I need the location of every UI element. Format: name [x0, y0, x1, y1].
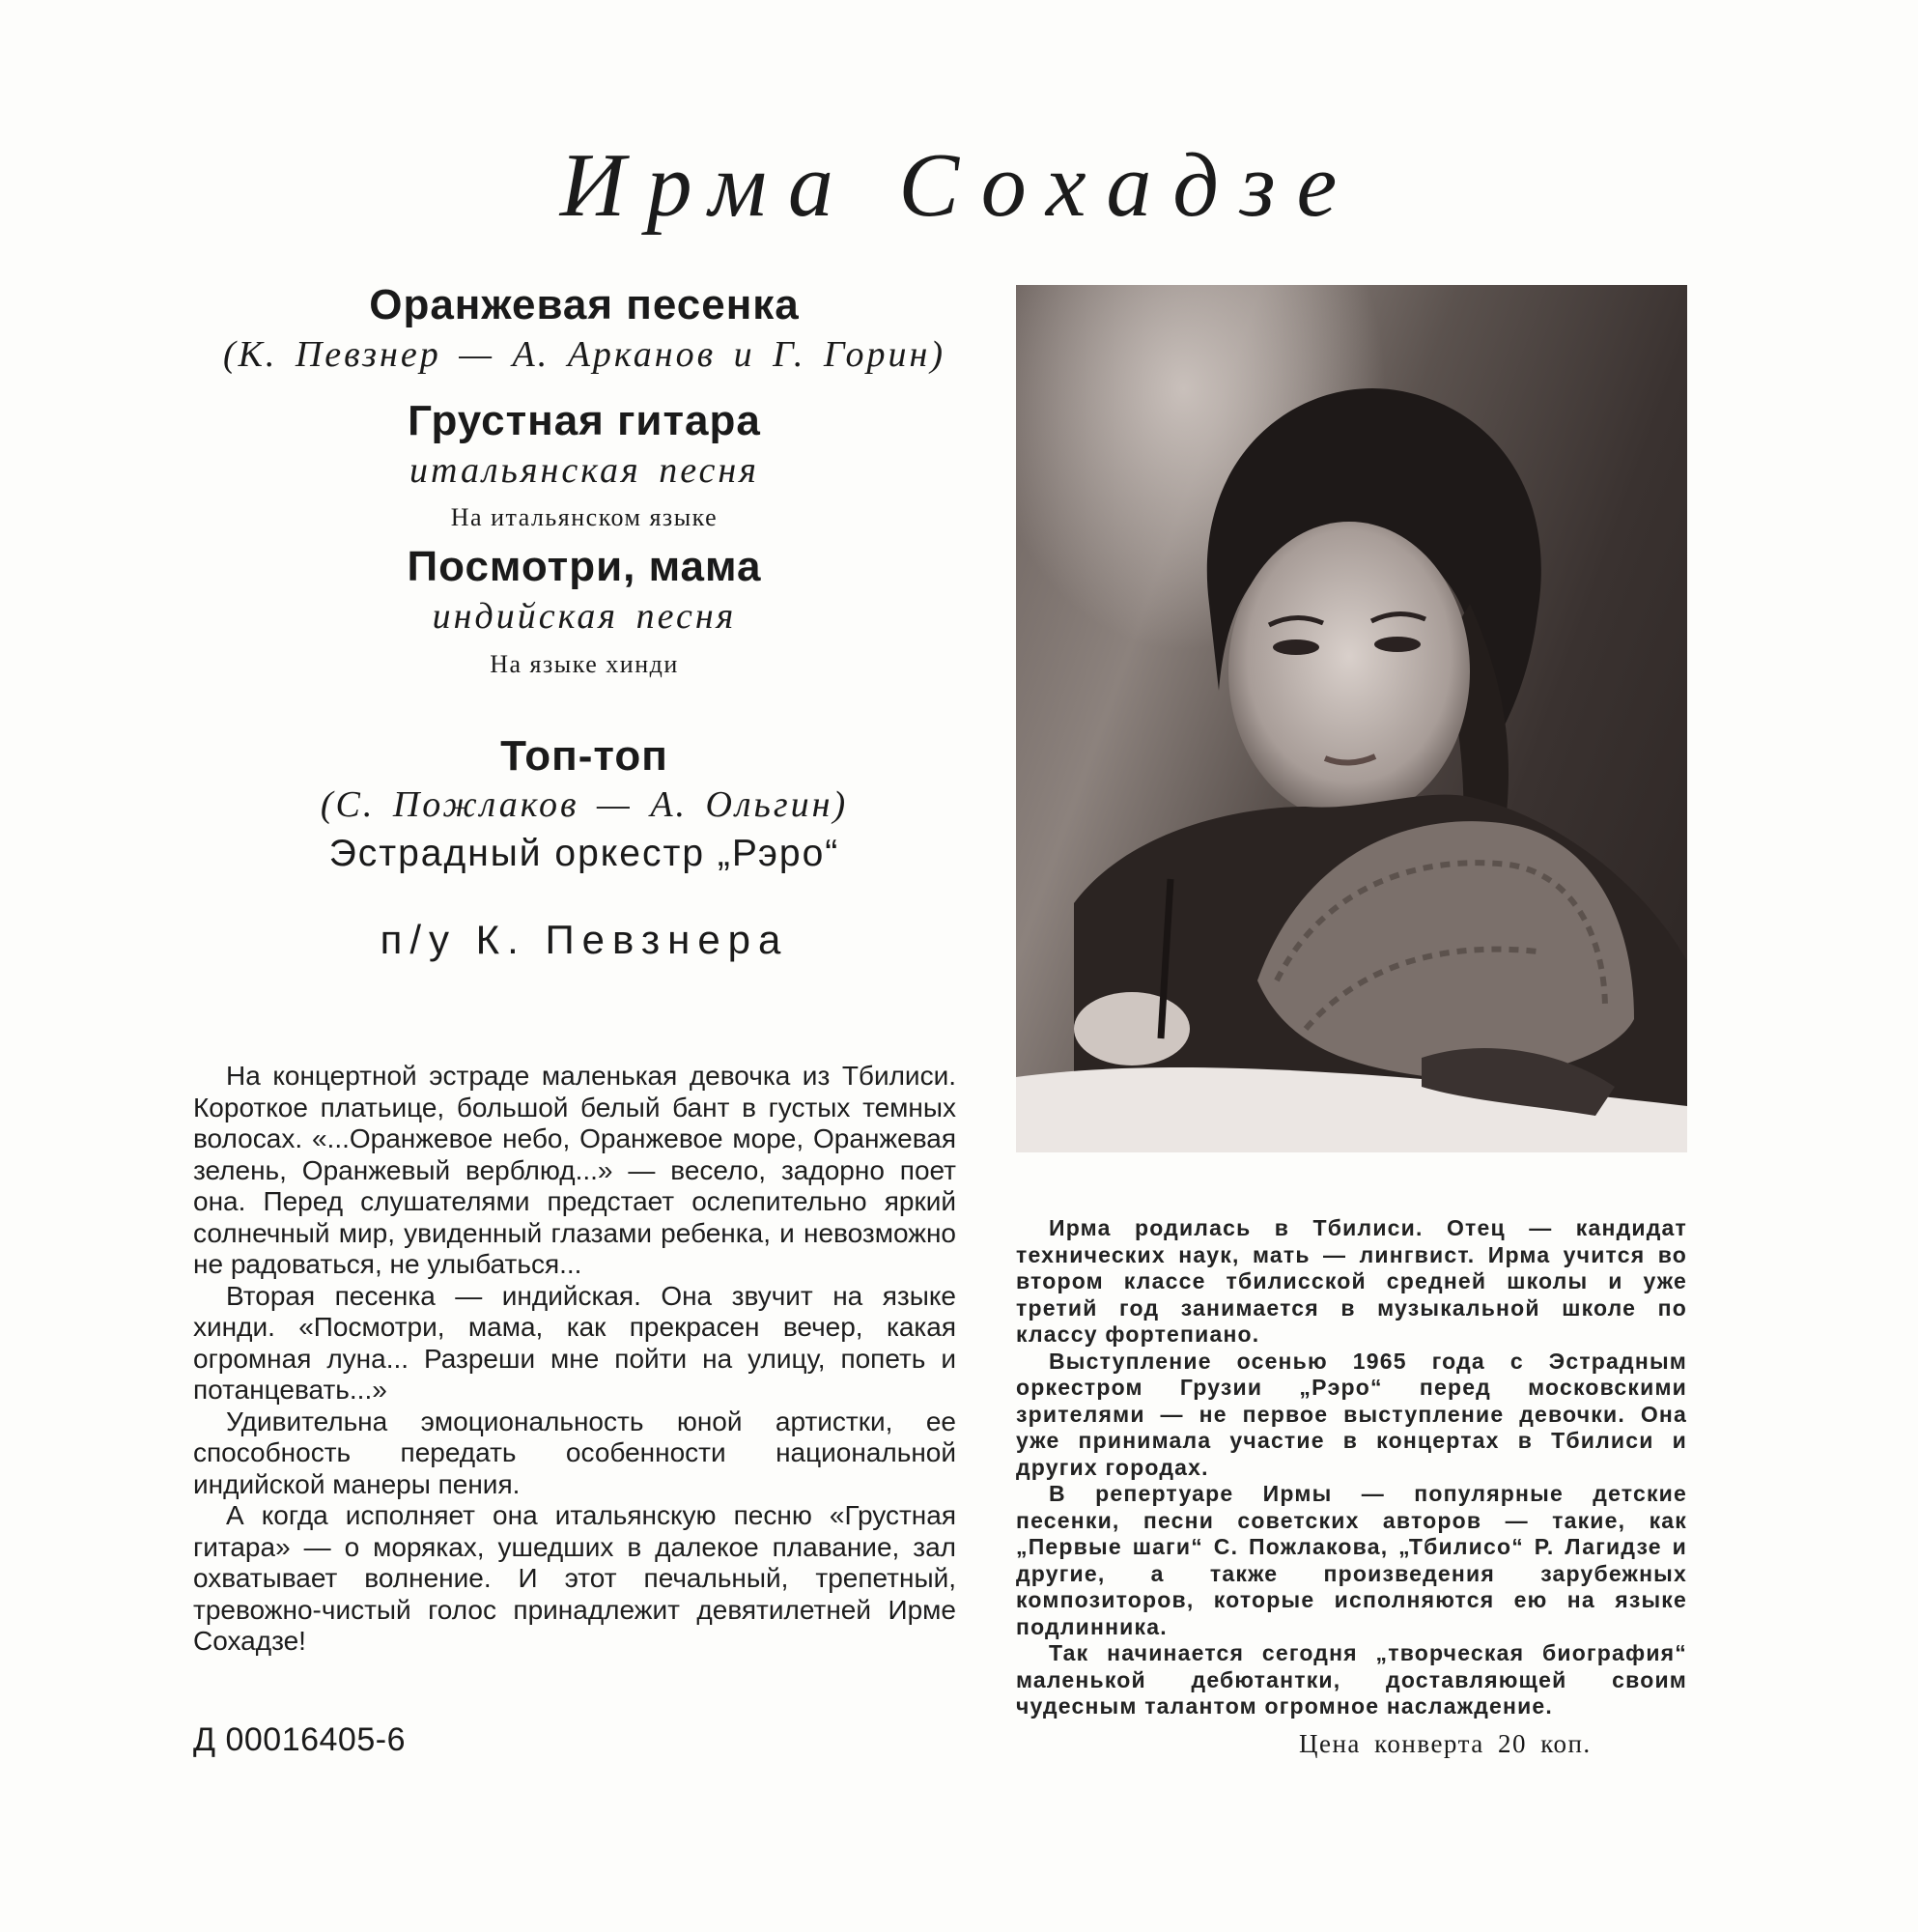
conductor-name: п/у К. Певзнера	[380, 917, 789, 963]
song-title: Посмотри, мама	[407, 543, 762, 591]
paragraph: Удивительна эмоциональность юной артистки, ее способность передать особенности национальной индийской манеры пения.	[193, 1406, 956, 1499]
song-3	[183, 542, 985, 682]
artist-title: Ирма Сохадзе	[559, 135, 1359, 236]
liner-notes-left	[193, 1061, 956, 1658]
paragraph: Вторая песенка — индийская. Она звучит на языке хинди. «Посмотри, мама, как прекрасен вечер, какая огромная луна... Разреши мне пойти на улицу, попеть и потанцевать...»	[193, 1280, 956, 1405]
orchestra-name: Эстрадный оркестр „Рэро“	[328, 832, 840, 874]
girl-writing-photo	[1016, 285, 1687, 1152]
song-language: На итальянском языке	[450, 503, 719, 532]
song-credit: итальянская песня	[409, 449, 759, 491]
song-credit: (К. Певзнер — А. Арканов и Г. Горин)	[222, 333, 946, 375]
song-1	[183, 280, 985, 379]
paragraph: На концертной эстраде маленькая девочка из Тбилиси. Короткое платьице, большой белый бант в густых темных волосах. «...Оранжевое небо, Оранжевое море, Оранжевая зелень, Оранжевый верблюд...» — весело, задорно поет она. Перед слушателями предстает ослепительно яркий солнечный мир, увиденный глазами ребенка, и невозможно не радоваться, не улыбаться...	[193, 1061, 956, 1279]
liner-notes-right	[1016, 1215, 1687, 1720]
paragraph: В репертуаре Ирмы — популярные детские песенки, песни советских авторов — такие, как „Первые шаги“ С. Пожлакова, „Тбилисо“ Р. Лагидзе и другие, а также произведения зарубежных композиторов, которые исполняются ею на языке подлинника.	[1016, 1481, 1687, 1639]
price-label: Цена конверта 20 коп.	[1299, 1729, 1592, 1758]
catalog-number: Д 00016405-6	[193, 1721, 406, 1758]
song-credit: (С. Пожлаков — А. Ольгин)	[320, 784, 849, 826]
song-language: На языке хинди	[490, 649, 679, 678]
paragraph: Выступление осенью 1965 года с Эстрадным оркестром Грузии „Рэро“ перед московскими зрителями — не первое выступление девочки. Она уже принимала участие в концертах в Тбилиси и других городах.	[1016, 1348, 1687, 1480]
paragraph: Так начинается сегодня „творческая биография“ маленькой дебютантки, доставляющей своим чудесным талантом огромное наслаждение.	[1016, 1640, 1687, 1719]
song-title: Грустная гитара	[408, 397, 761, 445]
song-credit: индийская песня	[432, 596, 737, 638]
photo-illustration	[1016, 285, 1687, 1152]
song-title: Оранжевая песенка	[369, 281, 800, 328]
song-title: Топ-топ	[500, 731, 668, 780]
paragraph: А когда исполняет она итальянскую песню «Грустная гитара» — о моряках, ушедших в далекое плавание, зал охватывает волнение. И этот печальный, трепетный, тревожно-чистый голос принадлежит девятилетней Ирме Сохадзе!	[193, 1500, 956, 1656]
paragraph: Ирма родилась в Тбилиси. Отец — кандидат технических наук, мать — лингвист. Ирма учится во втором классе тбилисской средней школы и уже третий год занимается в музыкальной школе по классу фортепиано.	[1016, 1215, 1687, 1347]
song-list	[183, 280, 985, 963]
song-4	[183, 731, 985, 830]
song-2	[183, 396, 985, 536]
